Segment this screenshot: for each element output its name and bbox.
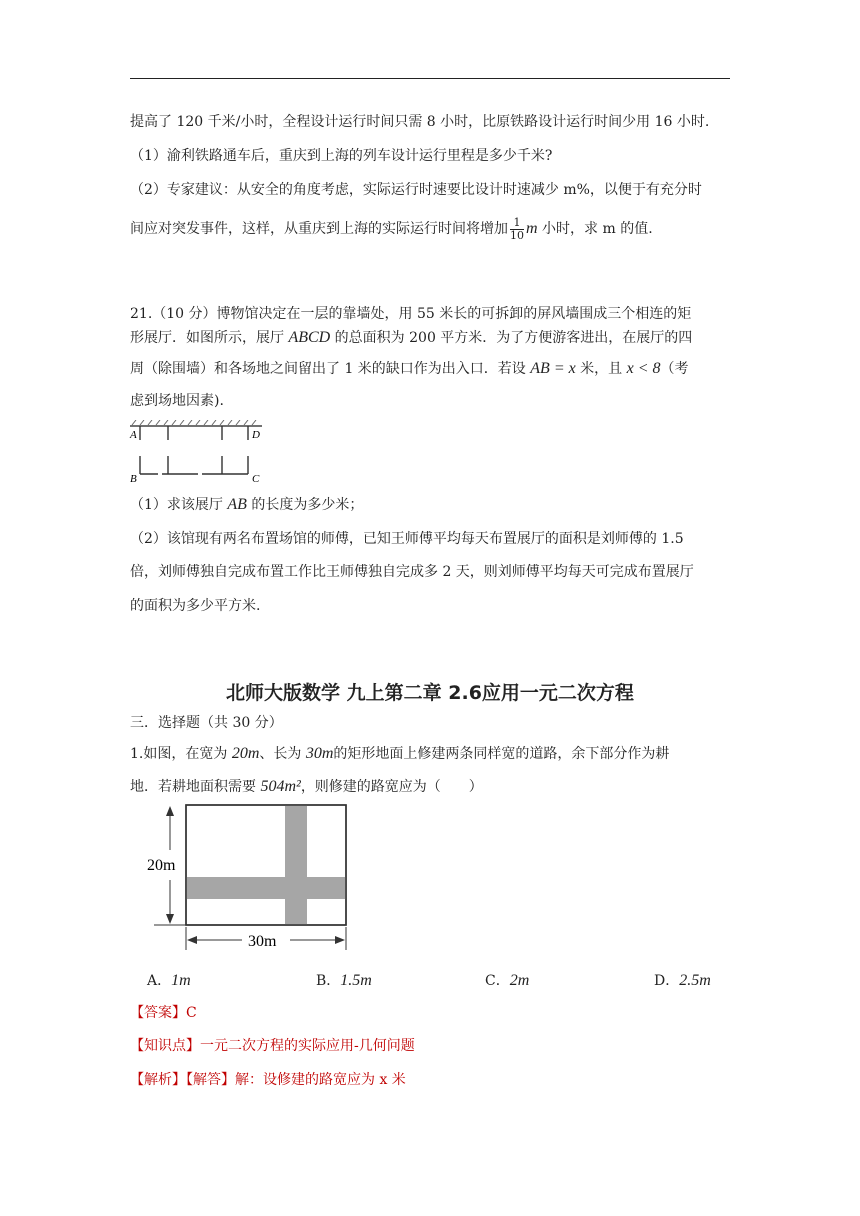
text-span: 的长度为多少米； — [246, 497, 364, 513]
math-var: ABCD — [288, 329, 331, 346]
text-span: 形展厅．如图所示，展厅 — [130, 330, 289, 346]
option-b — [316, 970, 372, 990]
text-span: 间应对突发事件，这样，从重庆到上海的实际运行时间将增加 — [130, 221, 508, 237]
fraction-denominator: 10 — [510, 228, 524, 242]
q21-figure — [128, 420, 268, 486]
solution-line — [130, 1071, 406, 1089]
option-value: 1m — [171, 972, 191, 989]
text-span: 的总面积为 200 平方米．为了方便游客进出，在展厅的四 — [330, 330, 693, 346]
knowledge-tag: 【知识点】 — [130, 1038, 200, 1054]
q21-sub2-line: （2）该馆现有两名布置场馆的师傅，已知王师傅平均每天布置展厅的面积是刘师傅的 1.5 — [130, 531, 684, 547]
answer-line — [130, 1004, 197, 1022]
text-span: 、长为 — [259, 746, 306, 762]
text-span: 地．若耕地面积需要 — [130, 779, 261, 795]
q21-line — [130, 329, 692, 347]
q1-line — [130, 778, 483, 796]
q21-line: 21.（10 分）博物馆决定在一层的靠墙处，用 55 米长的可拆卸的屏风墙围成三个相连的矩 — [130, 306, 692, 322]
option-a — [147, 970, 191, 990]
fraction-numerator: 1 — [510, 217, 524, 230]
label-a: A — [130, 429, 137, 441]
fraction — [510, 217, 524, 242]
header-rule — [130, 78, 730, 79]
text-span: （1）求该展厅 — [130, 497, 228, 513]
text-line — [130, 216, 653, 242]
label-d: D — [252, 429, 260, 441]
option-value: 2m — [509, 972, 530, 989]
option-key: A． — [147, 973, 172, 989]
text-span: 小时，求 m 的值. — [537, 221, 653, 237]
answer-tag: 【答案】 — [130, 1005, 186, 1021]
vertical-road — [285, 805, 307, 925]
arrow-right-icon — [335, 936, 345, 944]
q1-figure — [140, 800, 360, 960]
q21-line — [130, 360, 689, 378]
partition-walls — [140, 426, 248, 474]
math-var: 504m² — [260, 778, 301, 795]
text-span: 米，且 — [575, 361, 627, 377]
field-rect — [186, 805, 346, 925]
length-label: 30m — [248, 933, 277, 950]
answer-value: C — [186, 1005, 197, 1021]
knowledge-text: 一元二次方程的实际应用-几何问题 — [200, 1038, 415, 1054]
text-span: （考 — [660, 361, 689, 377]
option-key: B． — [316, 973, 341, 989]
text-span: 1.如图，在宽为 — [130, 746, 232, 762]
q21-sub2-line: 倍，刘师傅独自完成布置工作比王师傅独自完成多 2 天，则刘师傅平均每天可完成布置展厅 — [130, 564, 694, 580]
option-key: D． — [654, 973, 680, 989]
text-line: 提高了 120 千米/小时，全程设计运行时间只需 8 小时，比原铁路设计运行时间少用 16 小时. — [130, 114, 710, 130]
solution-tag: 【解析】【解答】 — [130, 1072, 235, 1088]
arrow-down-icon — [166, 914, 174, 924]
math-var: AB = x — [530, 360, 576, 377]
q21-line: 虑到场地因素). — [130, 393, 224, 409]
option-key: C． — [485, 973, 510, 989]
section-title: 北师大版数学 九上第二章 2.6应用一元二次方程 — [226, 682, 634, 704]
section-heading: 三．选择题（共 30 分） — [130, 715, 283, 731]
q1-line — [130, 745, 669, 763]
width-label: 20m — [147, 857, 176, 874]
option-d — [654, 970, 711, 990]
label-c: C — [252, 473, 260, 485]
option-value: 2.5m — [679, 972, 711, 989]
horizontal-road — [186, 877, 346, 899]
arrow-up-icon — [166, 806, 174, 816]
wall-hatching — [132, 420, 256, 425]
text-line: （1）渝利铁路通车后，重庆到上海的列车设计运行里程是多少千米? — [130, 148, 553, 164]
option-value: 1.5m — [340, 972, 372, 989]
text-span: 周（除围墙）和各场地之间留出了 1 米的缺口作为出入口．若设 — [130, 361, 531, 377]
math-var: 20m — [231, 745, 260, 762]
knowledge-point-line — [130, 1037, 415, 1055]
arrow-left-icon — [187, 936, 197, 944]
math-var: x < 8 — [626, 360, 661, 377]
math-var: m — [526, 220, 538, 237]
solution-text: 解：设修建的路宽应为 x 米 — [235, 1072, 406, 1088]
q21-sub1 — [130, 496, 363, 514]
text-line: （2）专家建议：从安全的角度考虑，实际运行时速要比设计时速减少 m%，以便于有充分时 — [130, 182, 702, 198]
text-span: ，则修建的路宽应为（ ） — [300, 779, 483, 795]
math-var: 30m — [305, 745, 334, 762]
label-b: B — [130, 473, 137, 485]
option-c — [485, 970, 529, 990]
text-span: 的矩形地面上修建两条同样宽的道路，余下部分作为耕 — [333, 746, 670, 762]
math-var: AB — [227, 496, 247, 513]
q21-sub2-line: 的面积为多少平方米. — [130, 598, 261, 614]
